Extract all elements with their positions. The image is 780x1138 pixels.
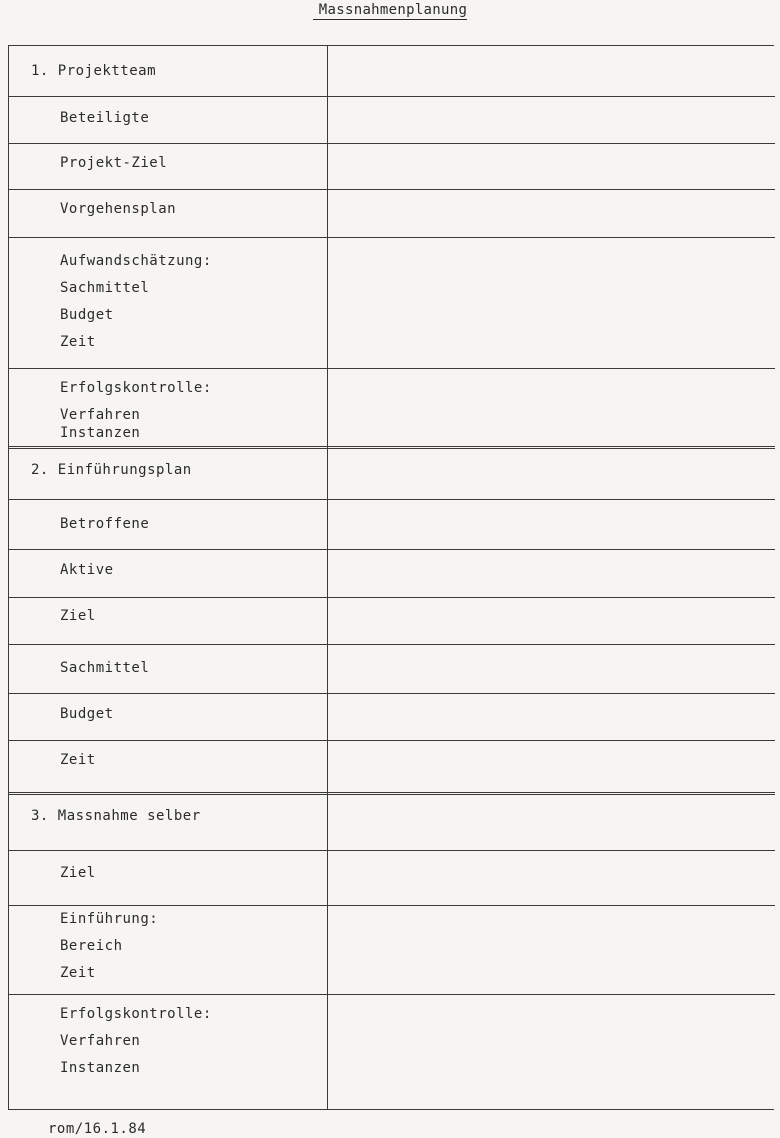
row-label bbox=[9, 860, 327, 887]
row-label-text: Verfahren bbox=[60, 1033, 141, 1049]
row-label-text: Bereich bbox=[60, 938, 123, 954]
row-label bbox=[9, 557, 327, 584]
row-label bbox=[9, 150, 327, 177]
row-label-text: Erfolgskontrolle: bbox=[60, 380, 212, 396]
value-cell-aktive[interactable] bbox=[328, 550, 775, 597]
row-label bbox=[9, 248, 327, 356]
value-cell-budget[interactable] bbox=[328, 694, 775, 740]
section-heading: 2. Einführungsplan bbox=[31, 462, 192, 478]
row-label bbox=[9, 1001, 327, 1082]
document-title bbox=[0, 1, 780, 19]
row-label bbox=[9, 375, 327, 442]
section-heading: 1. Projektteam bbox=[31, 63, 157, 79]
form-row-beteiligte bbox=[9, 96, 775, 143]
row-label-text: Sachmittel bbox=[60, 660, 150, 676]
row-label-text: Instanzen bbox=[60, 425, 141, 441]
form-row-erfolgskontrolle-3 bbox=[9, 994, 775, 1111]
form-row-sachmittel bbox=[9, 644, 775, 693]
row-label bbox=[9, 655, 327, 682]
row-label-text: Instanzen bbox=[60, 1060, 141, 1076]
row-label bbox=[9, 105, 327, 132]
row-label-text: Beteiligte bbox=[60, 110, 150, 126]
row-label-text: Betroffene bbox=[60, 516, 150, 532]
form-row-projekt-ziel bbox=[9, 143, 775, 189]
planning-form bbox=[8, 45, 774, 1110]
value-cell-ziel-3[interactable] bbox=[328, 851, 775, 905]
row-label-text: Vorgehensplan bbox=[60, 201, 177, 217]
form-row-aktive bbox=[9, 549, 775, 597]
row-label-text: Verfahren bbox=[60, 407, 141, 423]
row-label bbox=[9, 511, 327, 538]
row-label bbox=[9, 196, 327, 223]
section-3-heading-value-cell[interactable] bbox=[328, 795, 775, 850]
document-footer-reference: rom/16.1.84 bbox=[48, 1121, 147, 1137]
row-label bbox=[9, 747, 327, 774]
value-cell-zeit[interactable] bbox=[328, 741, 775, 792]
row-label-text: Einführung: bbox=[60, 911, 159, 927]
value-cell-erfolgskontrolle-3[interactable] bbox=[328, 995, 775, 1111]
value-cell-betroffene[interactable] bbox=[328, 500, 775, 549]
section-1-heading-row bbox=[9, 46, 775, 96]
section-2-heading-value-cell[interactable] bbox=[328, 449, 775, 499]
section-2-heading-row bbox=[9, 446, 775, 499]
row-label bbox=[9, 603, 327, 630]
section-3-heading-row bbox=[9, 792, 775, 850]
form-row-aufwandschaetzung bbox=[9, 237, 775, 368]
value-cell-aufwandschaetzung[interactable] bbox=[328, 238, 775, 368]
form-row-ziel-3 bbox=[9, 850, 775, 905]
row-label-text: Aktive bbox=[60, 562, 114, 578]
form-row-zeit bbox=[9, 740, 775, 792]
document-title-text: Massnahmenplanung bbox=[313, 2, 467, 20]
row-label-text: Budget bbox=[60, 307, 114, 323]
row-label-text: Ziel bbox=[60, 608, 96, 624]
value-cell-ziel-2[interactable] bbox=[328, 598, 775, 644]
section-heading: 3. Massnahme selber bbox=[31, 808, 201, 824]
value-cell-einfuehrung[interactable] bbox=[328, 906, 775, 994]
value-cell-sachmittel[interactable] bbox=[328, 645, 775, 693]
row-label-text: Zeit bbox=[60, 752, 96, 768]
row-label-text: Zeit bbox=[60, 965, 96, 981]
row-label-text: Ziel bbox=[60, 865, 96, 881]
section-1-heading-label bbox=[9, 58, 327, 85]
form-row-einfuehrung bbox=[9, 905, 775, 994]
row-label-text: Projekt-Ziel bbox=[60, 155, 168, 171]
row-label-text: Sachmittel bbox=[60, 280, 150, 296]
row-label-text: Budget bbox=[60, 706, 114, 722]
row-label bbox=[9, 701, 327, 728]
value-cell-vorgehensplan[interactable] bbox=[328, 190, 775, 237]
section-3-heading-label bbox=[9, 803, 327, 830]
form-row-budget bbox=[9, 693, 775, 740]
form-row-erfolgskontrolle-1 bbox=[9, 368, 775, 446]
section-1-heading-value-cell[interactable] bbox=[328, 46, 775, 96]
row-label-text: Aufwandschätzung: bbox=[60, 253, 212, 269]
row-label-text: Erfolgskontrolle: bbox=[60, 1006, 212, 1022]
value-cell-erfolgskontrolle-1[interactable] bbox=[328, 369, 775, 446]
form-row-betroffene bbox=[9, 499, 775, 549]
form-row-ziel-2 bbox=[9, 597, 775, 644]
form-row-vorgehensplan bbox=[9, 189, 775, 237]
section-2-heading-label bbox=[9, 457, 327, 484]
value-cell-beteiligte[interactable] bbox=[328, 97, 775, 143]
row-label-text: Zeit bbox=[60, 334, 96, 350]
value-cell-projekt-ziel[interactable] bbox=[328, 144, 775, 189]
row-label bbox=[9, 906, 327, 987]
